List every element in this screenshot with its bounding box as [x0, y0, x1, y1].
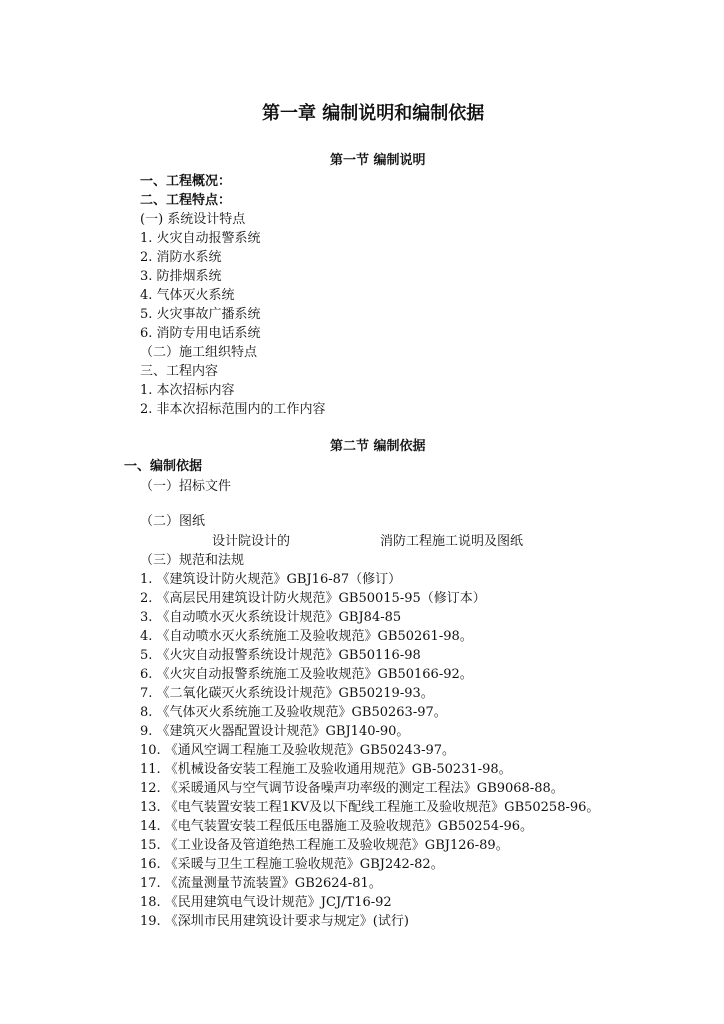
system-item: 2. 消防水系统	[140, 250, 222, 265]
system-features-heading: (一) 系统设计特点	[140, 212, 246, 227]
drawings-heading: （二）图纸	[140, 514, 206, 529]
system-item: 6. 消防专用电话系统	[140, 326, 261, 341]
code-item: 16. 《采暖与卫生工程施工验收规范》GBJ242-82。	[140, 857, 444, 872]
code-item: 1. 《建筑设计防火规范》GBJ16-87（修订）	[140, 572, 402, 587]
basis-heading: 一、编制依据	[124, 459, 203, 474]
scope-item: 2. 非本次招标范围内的工作内容	[140, 402, 326, 417]
construction-features-heading: （二）施工组织特点	[140, 345, 258, 360]
code-item: 10. 《通风空调工程施工及验收规范》GB50243-97。	[140, 743, 456, 758]
tender-docs-heading: （一）招标文件	[140, 479, 232, 494]
code-item: 18. 《民用建筑电气设计规范》JCJ/T16-92	[140, 895, 392, 910]
system-item: 3. 防排烟系统	[140, 269, 222, 284]
code-item: 12. 《采暖通风与空气调节设备噪声功率级的测定工程法》GB9068-88。	[140, 781, 564, 796]
code-item: 3. 《自动喷水灭火系统设计规范》GBJ84-85	[140, 610, 402, 625]
code-item: 5. 《火灾自动报警系统设计规范》GB50116-98	[140, 648, 421, 663]
section2-heading: 第二节 编制依据	[330, 439, 426, 454]
code-item: 4. 《自动喷水灭火系统施工及验收规范》GB50261-98。	[140, 629, 473, 644]
code-item: 11. 《机械设备安装工程施工及验收通用规范》GB-50231-98。	[140, 762, 512, 777]
drawings-designer: 设计院设计的	[212, 534, 291, 549]
code-item: 13. 《电气装置安装工程1KV及以下配线工程施工及验收规范》GB50258-96。	[140, 800, 600, 815]
system-item: 4. 气体灭火系统	[140, 288, 235, 303]
codes-heading: （三）规范和法规	[140, 553, 245, 568]
code-item: 15. 《工业设备及管道绝热工程施工及验收规范》GBJ126-89。	[140, 838, 509, 853]
code-item: 6. 《火灾自动报警系统施工及验收规范》GB50166-92。	[140, 667, 473, 682]
scope-heading: 三、工程内容	[140, 364, 219, 379]
project-features-heading: 二、工程特点：	[140, 193, 232, 208]
code-item: 14. 《电气装置安装工程低压电器施工及验收规范》GB50254-96。	[140, 819, 534, 834]
code-item: 9. 《建筑灭火器配置设计规范》GBJ140-90。	[140, 724, 410, 739]
section1-heading: 第一节 编制说明	[330, 153, 426, 168]
project-overview-heading: 一、工程概况：	[140, 174, 232, 189]
scope-item: 1. 本次招标内容	[140, 383, 235, 398]
code-item: 7. 《二氧化碳灭火系统设计规范》GB50219-93。	[140, 686, 434, 701]
drawings-description: 消防工程施工说明及图纸	[380, 534, 524, 549]
system-item: 5. 火灾事故广播系统	[140, 307, 261, 322]
code-item: 17. 《流量测量节流装置》GB2624-81。	[140, 876, 382, 891]
code-item: 19. 《深圳市民用建筑设计要求与规定》(试行)	[140, 914, 409, 929]
system-item: 1. 火灾自动报警系统	[140, 231, 261, 246]
code-item: 8. 《气体灭火系统施工及验收规范》GB50263-97。	[140, 705, 447, 720]
page-title: 第一章 编制说明和编制依据	[262, 103, 485, 124]
code-item: 2. 《高层民用建筑设计防火规范》GB50015-95（修订本）	[140, 591, 486, 606]
